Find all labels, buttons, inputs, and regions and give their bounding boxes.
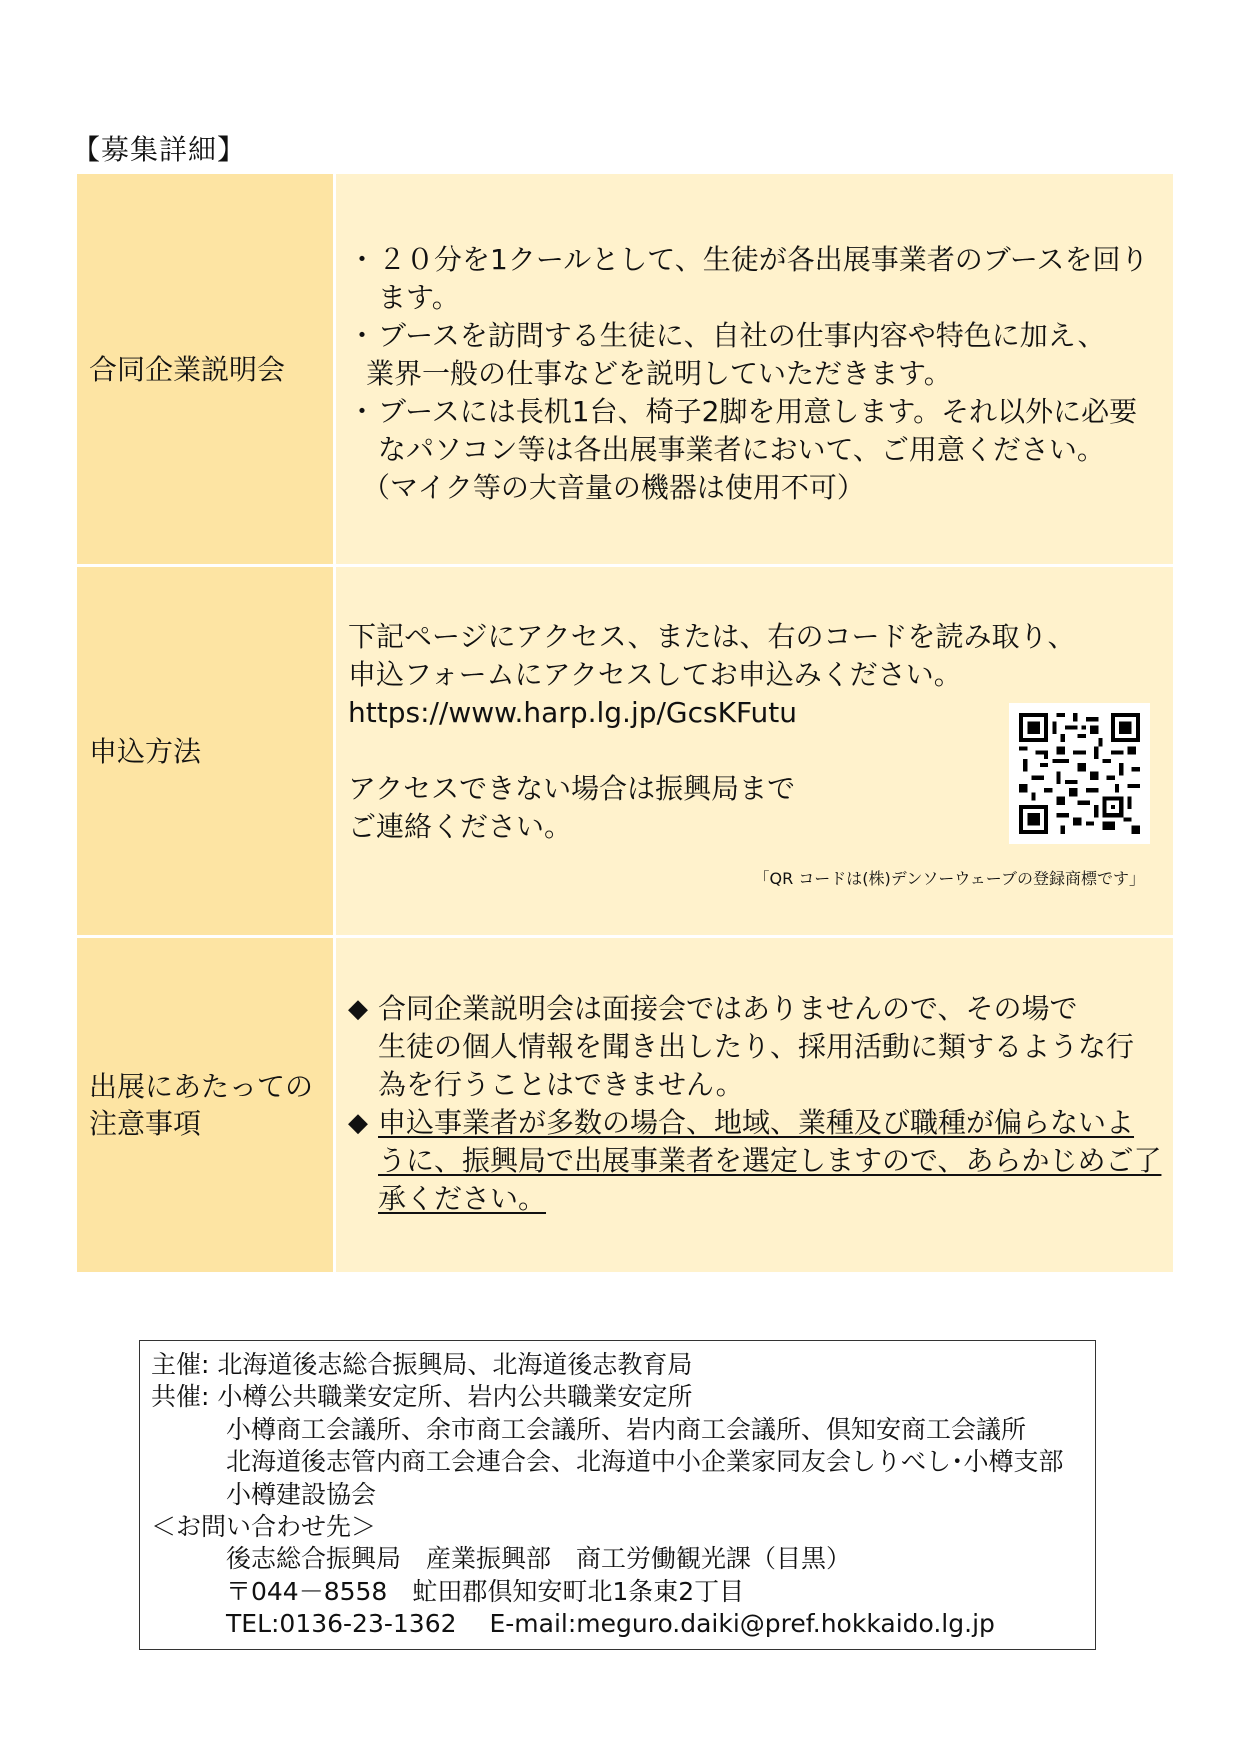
row-notes <box>77 938 1173 1272</box>
application-url[interactable]: https://www.harp.lg.jp/GcsKFutu <box>348 696 798 729</box>
qr-code-image[interactable] <box>1009 703 1150 844</box>
host-line: 主催: 北海道後志総合振興局、北海道後志教育局 <box>151 1350 693 1379</box>
diamond-bullet-icon: ◆ <box>348 994 368 1024</box>
row-content-notes <box>336 938 1173 1272</box>
row-header-application: 申込方法 <box>77 567 336 935</box>
qr-trademark-note: 「QR コードは(株)デンソーウェーブの登録商標です」 <box>753 869 1145 888</box>
cohost-line: 小樽商工会議所、余市商工会議所、岩内商工会議所、倶知安商工会議所 <box>226 1414 1027 1444</box>
footer-info-box <box>139 1340 1096 1650</box>
row-briefing <box>77 174 1173 567</box>
application-text: アクセスできない場合は振興局まで <box>348 772 796 805</box>
row-application <box>77 567 1173 938</box>
row-header-briefing: 合同企業説明会 <box>77 174 336 564</box>
application-text: ご連絡ください。 <box>348 810 573 843</box>
contact-line: 〒044－8558 虻田郡倶知安町北1条東2丁目 <box>226 1576 745 1606</box>
cohost-line: 小樽建設協会 <box>226 1479 377 1509</box>
bullet-item: ・ ブースには長机1台、椅子2脚を用意します。それ以外に必要 なパソコン等は各出展事業者において、ご用意ください。 （マイク等の大音量の機器は使用不可） <box>348 395 1138 504</box>
details-table <box>77 174 1173 1272</box>
diamond-bullet-icon: ◆ <box>348 1108 368 1138</box>
contact-heading: ＜お問い合わせ先＞ <box>151 1512 377 1542</box>
bullet-item: ・ ２０分を1クールとして、生徒が各出展事業者のブースを回り ます。 <box>348 243 1149 314</box>
cohost-line: 北海道後志管内商工会連合会、北海道中小企業家同友会しりべし･小樽支部 <box>226 1447 1064 1477</box>
bullet-item: ◆ 合同企業説明会は面接会ではありませんので、その場で 生徒の個人情報を聞き出したり、採用活動に類するような行 為を行うことはできません。 <box>348 992 1135 1101</box>
application-text: 下記ページにアクセス、または、右のコードを読み取り、 <box>348 620 1076 653</box>
row-content-briefing <box>336 174 1173 564</box>
cohost-line: 共催: 小樽公共職業安定所、岩内公共職業安定所 <box>151 1382 693 1412</box>
row-header-notes: 出展にあたっての 注意事項 <box>77 938 336 1272</box>
section-title: 【募集詳細】 <box>72 133 247 166</box>
bullet-item: ◆ 申込事業者が多数の場合、地域、業種及び職種が偏らないよ うに、振興局で出展事業者を選定しますので、あらかじめご了 承ください。 <box>348 1106 1162 1215</box>
row-content-application <box>336 567 1173 935</box>
application-text: 申込フォームにアクセスしてお申込みください。 <box>348 658 962 691</box>
bullet-item: ・ ブースを訪問する生徒に、自社の仕事内容や特色に加え、 業界一般の仕事などを説明していただきます。 <box>348 319 1106 390</box>
contact-line[interactable]: TEL:0136-23-1362 E-mail:meguro.daiki@pref.hokkaido.lg.jp <box>226 1609 995 1639</box>
contact-line: 後志総合振興局 産業振興部 商工労働観光課（目黒） <box>226 1544 852 1574</box>
